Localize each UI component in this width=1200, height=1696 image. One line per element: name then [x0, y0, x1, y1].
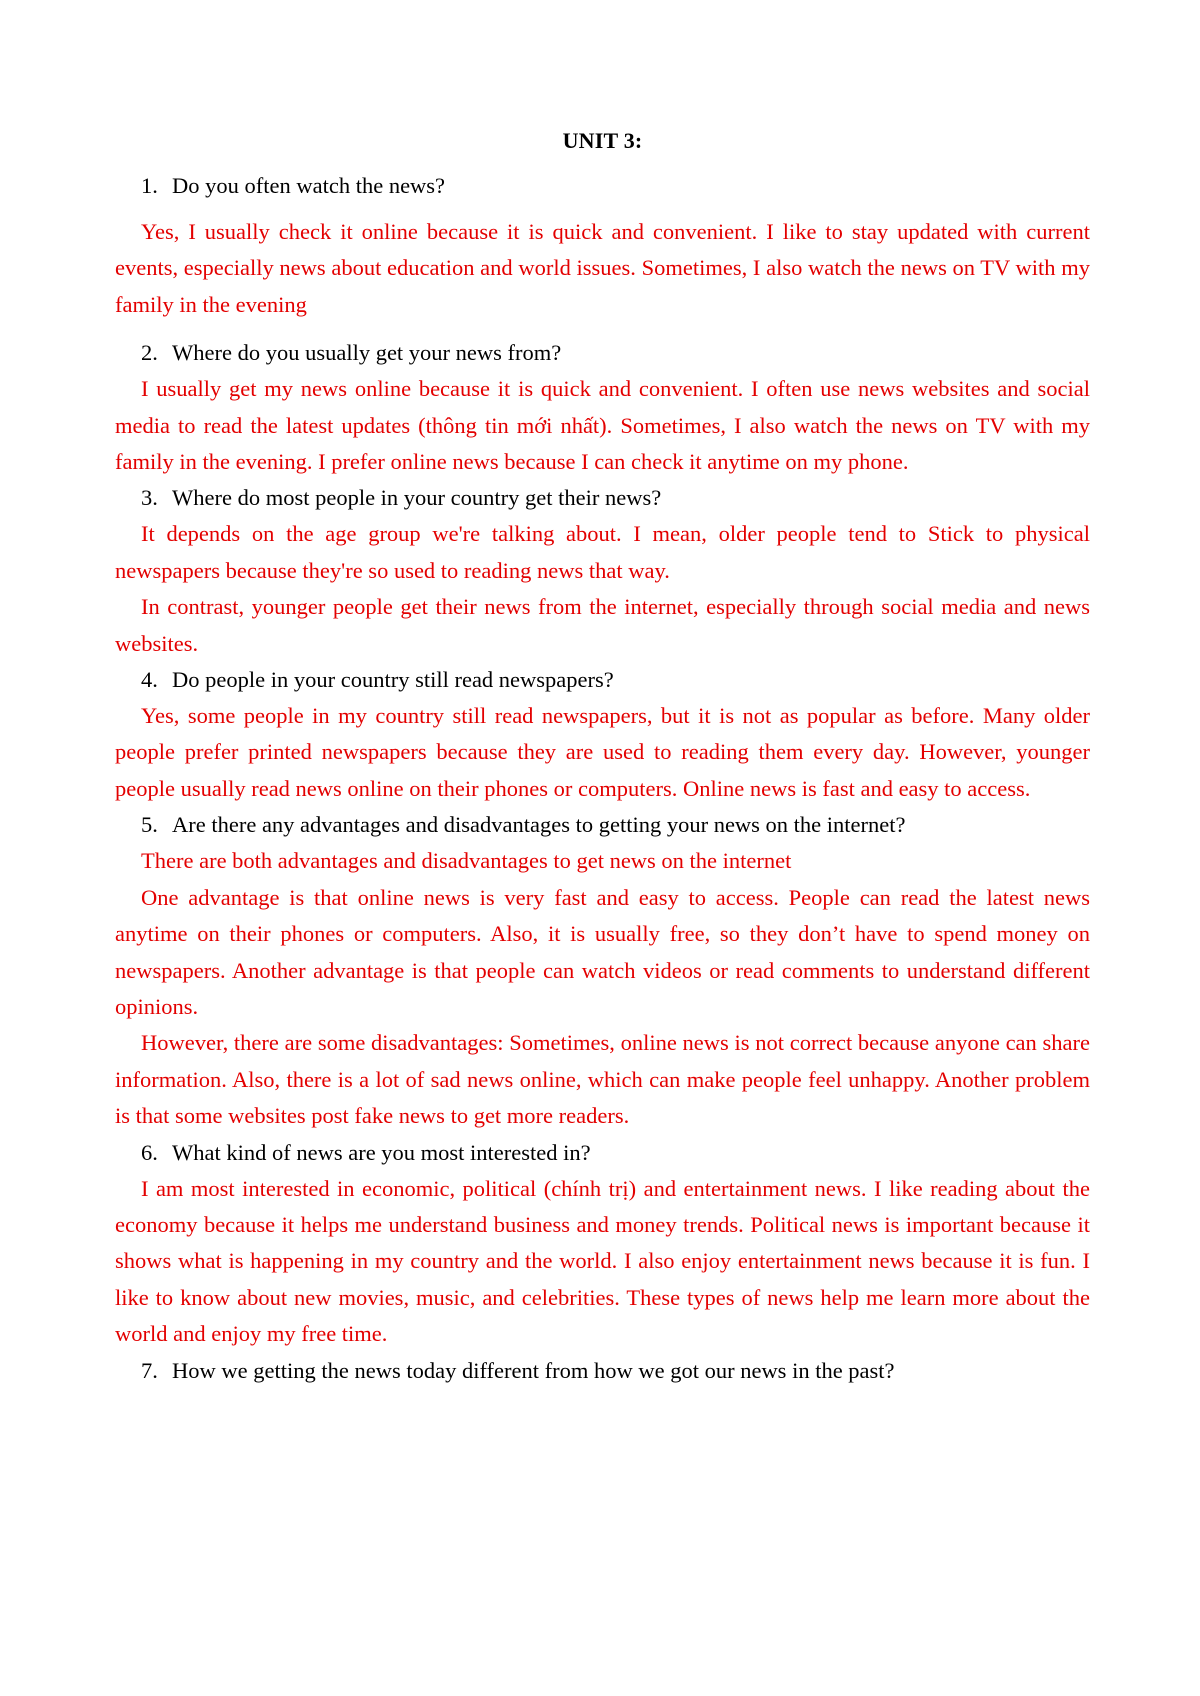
answer-5-paragraph-2: One advantage is that online news is very fast and easy to access. People can read the latest news anytime on their phones or computers. Also, it is usually free, so they don’t have to spend money on newspapers. Another advantage is that people can watch videos or read comments to understand different opinions.: [115, 884, 1090, 1019]
question-7: [115, 1353, 1090, 1389]
question-number: 1.: [141, 173, 158, 198]
question-number: 4.: [141, 667, 158, 693]
question-text: How we getting the news today different from how we got our news in the past?: [172, 1357, 895, 1383]
question-number: 2.: [141, 340, 158, 366]
answer-3-paragraph-1: It depends on the age group we're talking about. I mean, older people tend to Stick to physical newspapers because they're so used to reading news that way.: [115, 521, 1090, 583]
answer-5-paragraph-3: However, there are some disadvantages: Sometimes, online news is not correct because anyone can share information. Also, there is a lot of sad news online, which can make people feel unhappy. Another problem is that some websites post fake news to get more readers.: [115, 1030, 1090, 1129]
question-1: [115, 168, 1090, 204]
answer-2: I usually get my news online because it is quick and convenient. I often use news websites and social media to read the latest updates (thông tin mới nhất). Sometimes, I also watch the news on TV with my family in the evening. I prefer online news because I can check it anytime on my phone.: [115, 376, 1090, 475]
question-text: What kind of news are you most interested in?: [172, 1139, 591, 1165]
answer-5-paragraph-1: There are both advantages and disadvantages to get news on the internet: [141, 848, 792, 874]
question-6: [115, 1135, 1090, 1171]
answer-3-paragraph-2: In contrast, younger people get their news from the internet, especially through social media and news websites.: [115, 594, 1090, 656]
answer-1: Yes, I usually check it online because it is quick and convenient. I like to stay updated with current events, especially news about education and world issues. Sometimes, I also watch the news on TV with my family in the evening: [115, 219, 1090, 317]
question-3: [115, 480, 1090, 516]
page-title: UNIT 3:: [562, 128, 643, 153]
question-text: Do people in your country still read newspapers?: [172, 667, 614, 693]
question-2: [115, 335, 1090, 371]
question-5: [115, 807, 1090, 843]
answer-6: I am most interested in economic, political (chính trị) and entertainment news. I like reading about the economy because it helps me understand business and money trends. Political news is important because it shows what is happening in my country and the world. I also enjoy entertainment news because it is fun. I like to know about new movies, music, and celebrities. These types of news help me learn more about the world and enjoy my free time.: [115, 1175, 1090, 1347]
answer-4: Yes, some people in my country still read newspapers, but it is not as popular as before. Many older people prefer printed newspapers because they are used to reading them every day. However, younger people usually read news online on their phones or computers. Online news is fast and easy to access.: [115, 703, 1090, 801]
question-4: [115, 662, 1090, 698]
document-page: [115, 128, 1090, 1389]
question-number: 3.: [141, 485, 158, 511]
question-text: Are there any advantages and disadvantages to getting your news on the internet?: [172, 812, 906, 838]
question-text: Where do most people in your country get their news?: [172, 485, 662, 511]
question-number: 5.: [141, 812, 158, 838]
question-number: 7.: [141, 1357, 158, 1383]
question-text: Where do you usually get your news from?: [172, 340, 562, 366]
question-number: 6.: [141, 1139, 158, 1165]
question-text: Do you often watch the news?: [172, 173, 446, 198]
